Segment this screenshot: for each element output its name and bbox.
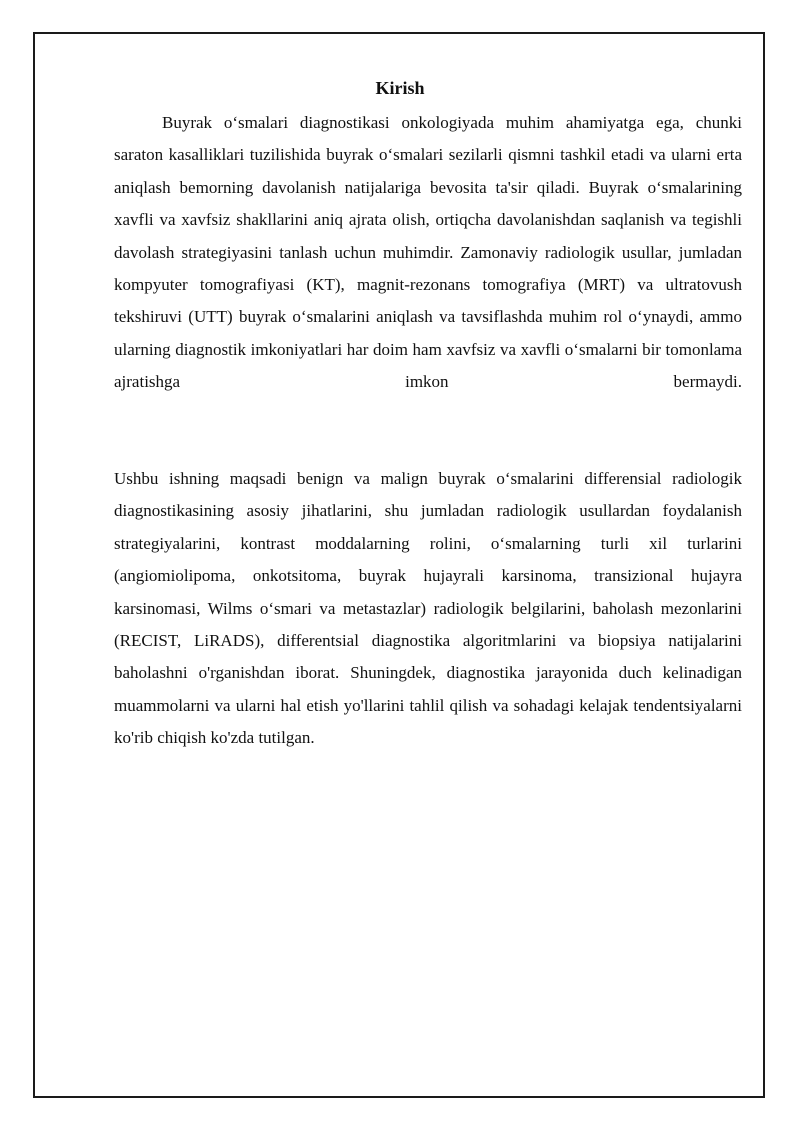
- paragraph-introduction: Buyrak o‘smalari diagnostikasi onkologiyada muhim ahamiyatga ega, chunki saraton kasalliklari tuzilishida buyrak o‘smalari sezilarli qismni tashkil etadi va ularni erta aniqlash bemorning davolanish natijalariga bevosita ta'sir qiladi. Buyrak o‘smalarining xavfli va xavfsiz shakllarini aniq ajrata olish, ortiqcha davolanishdan saqlanish va tegishli davolash strategiyasini tanlash uchun muhimdir. Zamonaviy radiologik usullar, jumladan kompyuter tomografiyasi (KT), magnit-rezonans tomografiya (MRT) va ultratovush tekshiruvi (UTT) buyrak o‘smalarini aniqlash va tavsiflashda muhim rol o‘ynaydi, ammo ularning diagnostik imkoniyatlari har doim ham xavfsiz va xavfli o‘smalarni bir tomonlama ajratishga imkon bermaydi.: [114, 113, 742, 392]
- paragraph-objective: Ushbu ishning maqsadi benign va malign buyrak o‘smalarini differensial radiologik diagnostikasining asosiy jihatlarini, shu jumladan radiologik usullardan foydalanish strategiyalarini, kontrast moddalarning rolini, o‘smalarning turli xil turlarini (angiomiolipoma, onkotsitoma, buyrak hujayrali karsinoma, transizional hujayra karsinomasi, Wilms o‘smari va metastazlar) radiologik belgilarini, baholash mezonlarini (RECIST, LiRADS), differentsial diagnostika algoritmlarini va biopsiya natijalarini baholashni o'rganishdan iborat. Shuningdek, diagnostika jarayonida duch kelinadigan muammolarni va ularni hal etish yo'llarini tahlil qilish va sohadagi kelajak tendentsiyalarni ko'rib chiqish ko'zda tutilgan.: [114, 469, 742, 748]
- page-title: Kirish: [375, 78, 425, 98]
